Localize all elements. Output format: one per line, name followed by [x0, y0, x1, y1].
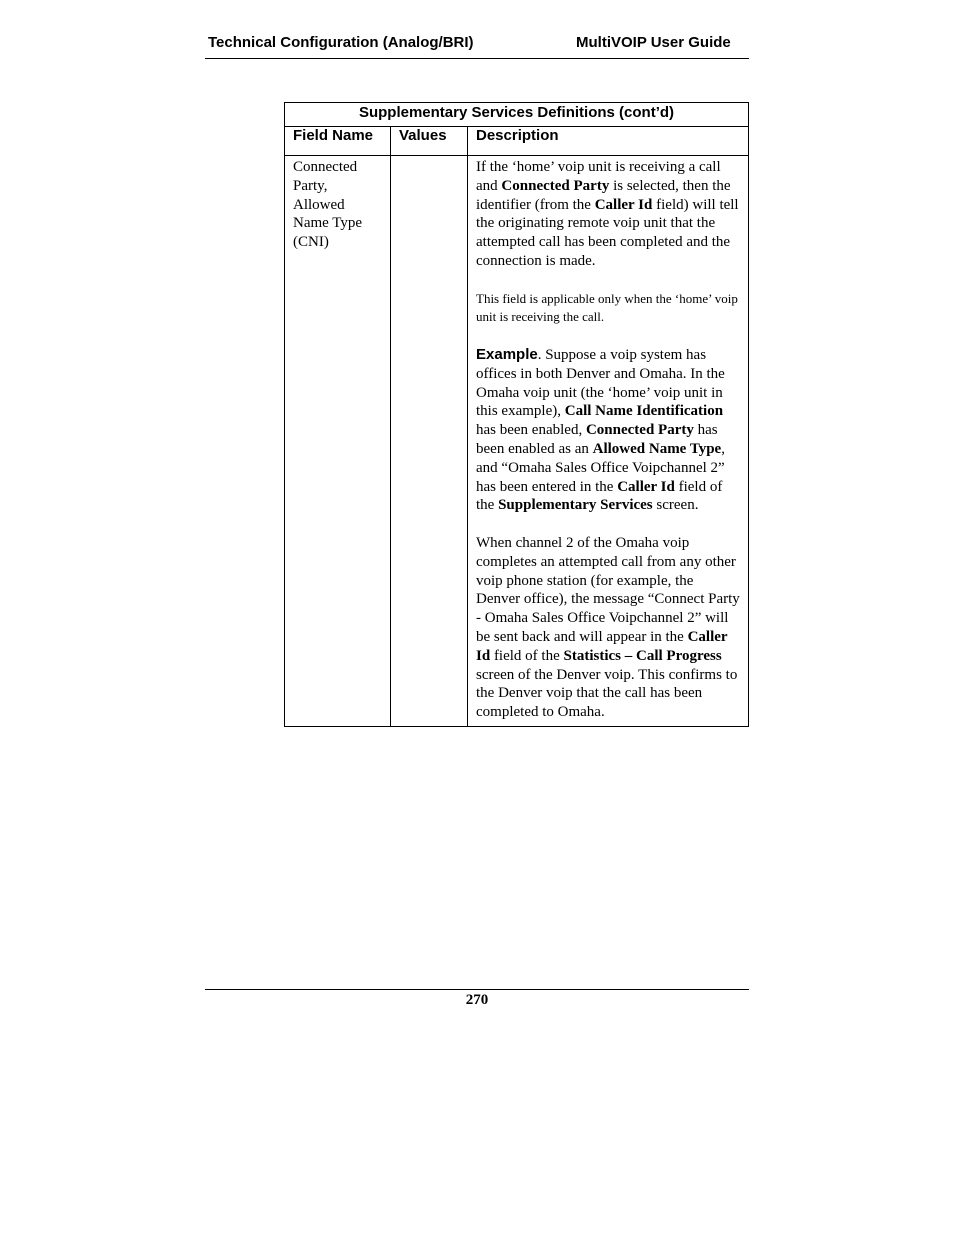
description-text: field of the — [490, 647, 564, 664]
description-bold-term: Caller Id — [594, 196, 653, 213]
header-rule — [205, 58, 749, 59]
description-bold-term: Statistics – Call Progress — [563, 647, 722, 664]
field-name-line: Party, — [293, 177, 328, 194]
page-number: 270 — [465, 992, 489, 1008]
example-paragraph — [476, 346, 740, 515]
field-name-line: Connected — [293, 159, 358, 175]
paragraph-gap — [476, 327, 740, 346]
description-text: , and “Omaha Sales Office Voipchannel 2” has been entered in the — [476, 440, 725, 495]
description-bold-term: Call Name Identification — [564, 403, 724, 420]
description-bold-term: Caller Id — [476, 628, 728, 664]
description-bold-term: Allowed Name Type — [592, 440, 722, 457]
field-name-line: Allowed — [293, 196, 345, 213]
field-name-line: (CNI) — [293, 234, 329, 251]
description-text: If the ‘home’ voip unit is receiving a call and — [476, 159, 721, 194]
example-label: Example — [476, 345, 538, 363]
description-bold-term: Connected Party — [501, 177, 610, 194]
field-name-cell — [285, 156, 391, 727]
description-text: screen of the Denver voip. This confirms to the Denver voip that the call has been completed to Omaha. — [476, 666, 738, 721]
column-header-description: Description — [468, 127, 749, 156]
description-text: is selected, then the identifier (from the — [476, 177, 731, 213]
running-header-section: Technical Configuration (Analog/BRI) — [208, 34, 474, 51]
description-bold-term: Connected Party — [585, 422, 694, 439]
applicability-note: This field is applicable only when the ‘home’ voip unit is receiving the call. — [476, 290, 738, 325]
description-text: field of the — [476, 478, 723, 514]
table-header-row — [285, 127, 749, 156]
description-bold-term: Caller Id — [617, 478, 675, 495]
description-text: . Suppose a voip system has offices in both Denver and Omaha. In the Omaha voip unit (the ‘home’ voip unit in this example), — [476, 346, 725, 420]
description-bold-term: Supplementary Services — [498, 497, 653, 514]
description-cell — [468, 156, 749, 727]
table-caption-row — [285, 103, 749, 127]
paragraph-gap — [476, 271, 740, 290]
description-text: has been enabled, — [476, 422, 586, 439]
description-text: field) will tell the originating remote voip unit that the attempted call has been completed and the connection is made. — [476, 196, 739, 269]
running-header-title: MultiVOIP User Guide — [576, 34, 731, 51]
table-caption: Supplementary Services Definitions (cont’d) — [285, 103, 749, 127]
description-paragraph — [476, 534, 740, 722]
values-cell — [391, 156, 468, 727]
supplementary-services-table — [284, 102, 749, 727]
column-header-values: Values — [391, 127, 468, 156]
footer-rule — [205, 989, 749, 990]
table-row — [285, 156, 749, 727]
column-header-field-name: Field Name — [285, 127, 391, 156]
description-paragraph — [476, 158, 740, 271]
description-text: screen. — [652, 497, 699, 514]
description-text: When channel 2 of the Omaha voip completes an attempted call from any other voip phone station (for example, the Denver office), the message “Connect Party - Omaha Sales Office Voipchannel 2” will be sent back and will appear in the — [476, 534, 740, 645]
paragraph-gap — [476, 515, 740, 534]
field-name-line: Name Type — [293, 215, 363, 232]
description-text: has been enabled as an — [476, 422, 718, 457]
